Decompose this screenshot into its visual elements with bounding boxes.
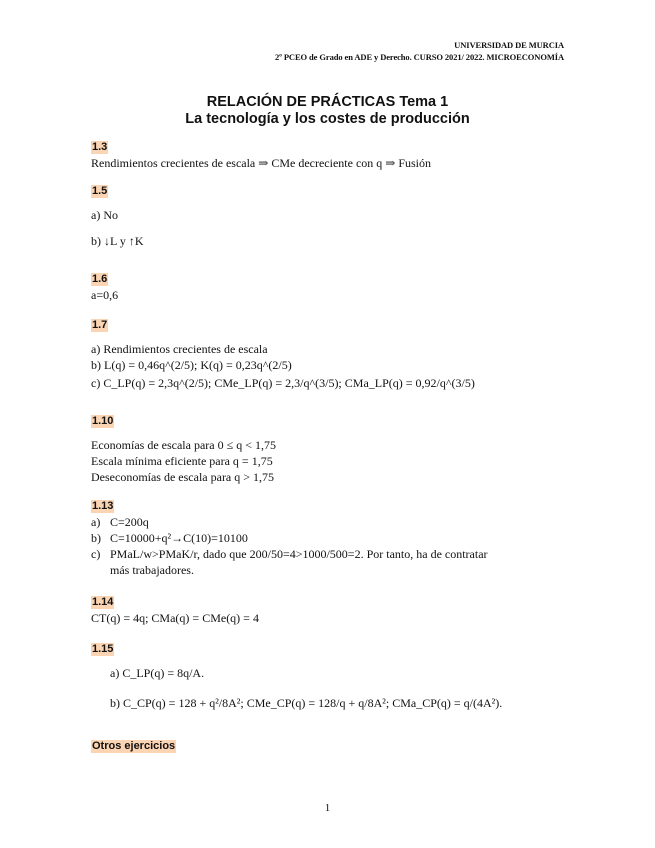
section-1-5-b: b) ↓L y ↑K [91, 234, 144, 248]
section-1-15-b: b) C_CP(q) = 128 + q²/8A²; CMe_CP(q) = 128/q + q/8A²; CMa_CP(q) = q/(4A²). [110, 696, 503, 710]
section-label-1-14: 1.14 [92, 596, 114, 608]
list-marker-b: b) [91, 531, 101, 545]
section-1-13-c-line1: PMaL/w>PMaK/r, dado que 200/50=4>1000/500=2. Por tanto, ha de contratar [110, 547, 488, 561]
section-1-7-a: a) Rendimientos crecientes de escala [91, 342, 268, 356]
section-label-1-3: 1.3 [92, 141, 108, 153]
section-1-7-c: c) C_LP(q) = 2,3q^(2/5); CMe_LP(q) = 2,3/q^(3/5); CMa_LP(q) = 0,92/q^(3/5) [91, 376, 475, 390]
section-1-7-b: b) L(q) = 0,46q^(2/5); K(q) = 0,23q^(2/5) [91, 358, 292, 372]
section-1-15-a: a) C_LP(q) = 8q/A. [110, 666, 205, 680]
header-course: 2º PCEO de Grado en ADE y Derecho. CURSO 2021/ 2022. MICROECONOMÍA [274, 52, 564, 62]
section-1-6-text: a=0,6 [91, 288, 119, 302]
section-1-10-line3: Deseconomías de escala para q > 1,75 [91, 470, 275, 484]
section-label-otros-ejercicios: Otros ejercicios [92, 740, 176, 752]
page-subtitle: La tecnología y los costes de producción [185, 111, 470, 127]
section-1-10-line2: Escala mínima eficiente para q = 1,75 [91, 454, 273, 468]
section-label-1-10: 1.10 [92, 415, 114, 427]
section-label-1-15: 1.15 [92, 643, 114, 655]
page-number: 1 [324, 802, 331, 814]
section-1-13-c-line2: más trabajadores. [110, 563, 194, 577]
section-1-3-text: Rendimientos crecientes de escala ⇒ CMe decreciente con q ⇒ Fusión [91, 156, 431, 170]
list-marker-c: c) [91, 547, 101, 561]
section-label-1-7: 1.7 [92, 319, 108, 331]
section-1-13-b: C=10000+q²→C(10)=10100 [110, 531, 248, 545]
section-label-1-6: 1.6 [92, 273, 108, 285]
section-label-1-5: 1.5 [92, 185, 108, 197]
page-title: RELACIÓN DE PRÁCTICAS Tema 1 [206, 94, 449, 110]
section-1-10-line1: Economías de escala para 0 ≤ q < 1,75 [91, 438, 276, 452]
section-1-5-a: a) No [91, 208, 118, 222]
list-marker-a: a) [91, 515, 101, 529]
header-university: UNIVERSIDAD DE MURCIA [454, 40, 564, 50]
section-1-13-a: C=200q [110, 515, 149, 529]
section-label-1-13: 1.13 [92, 500, 114, 512]
section-1-14-text: CT(q) = 4q; CMa(q) = CMe(q) = 4 [91, 611, 259, 625]
